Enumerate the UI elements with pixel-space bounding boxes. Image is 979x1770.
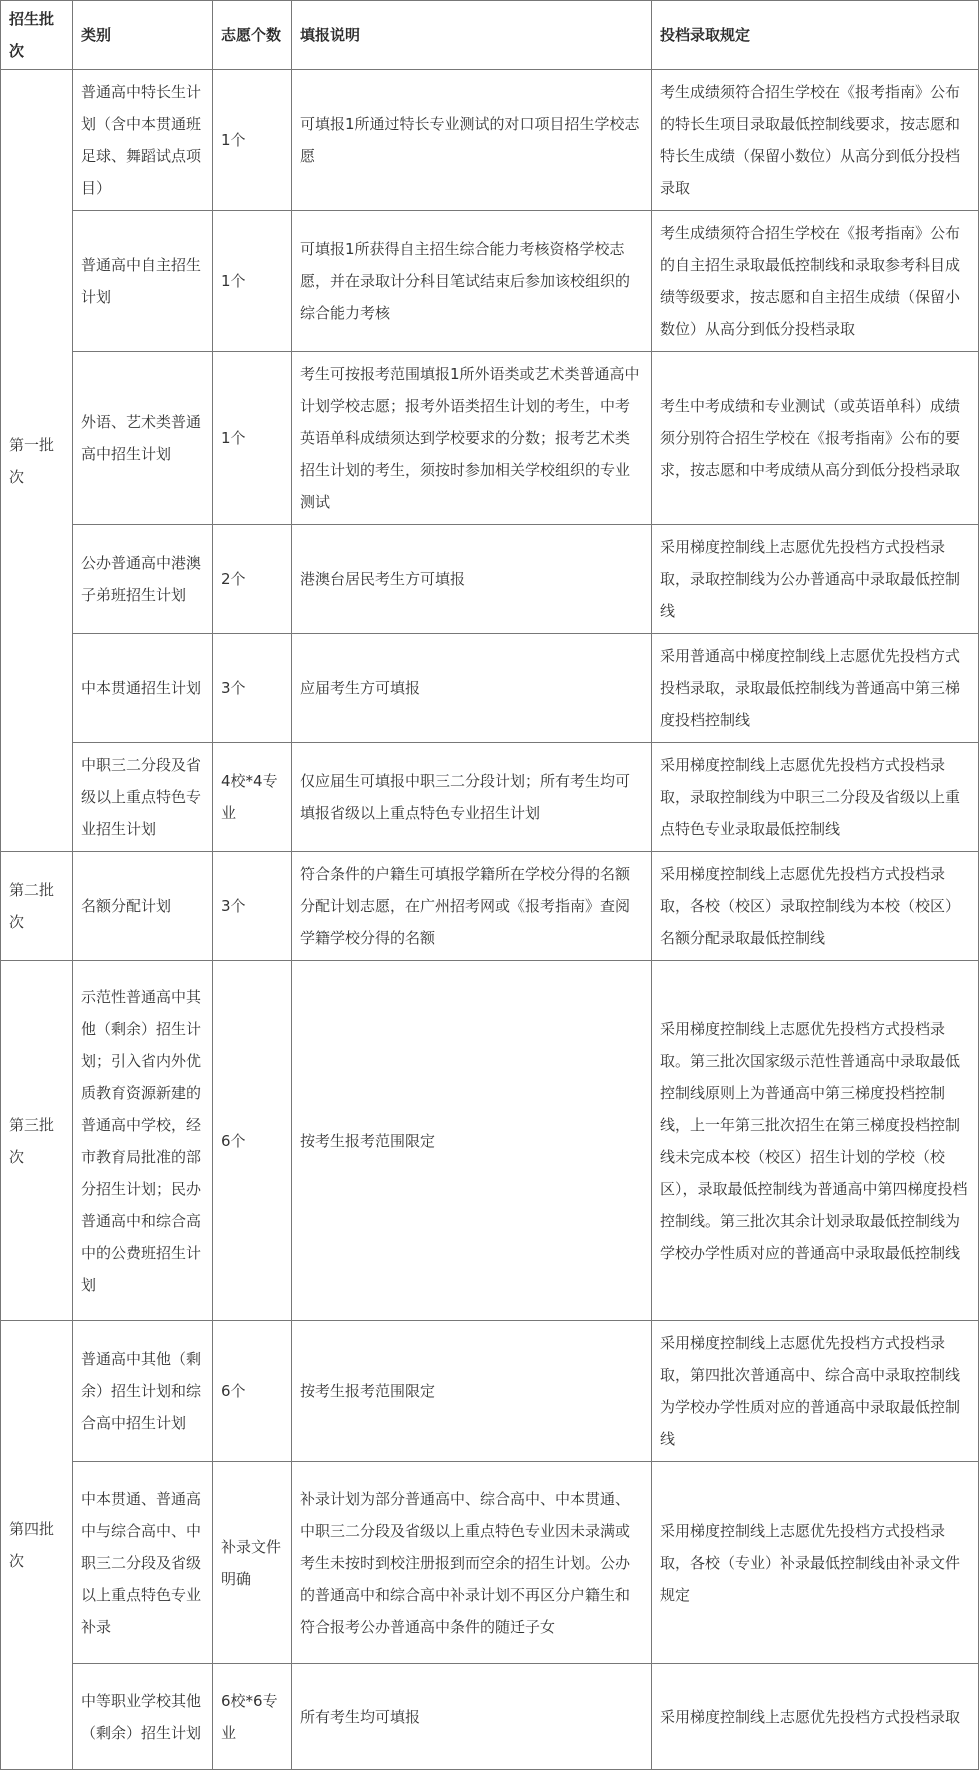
- table-row: [1, 1664, 979, 1770]
- table-row: [1, 525, 979, 634]
- table-row: [1, 211, 979, 352]
- filling-note-cell: 所有考生均可填报: [292, 1664, 652, 1770]
- batch-cell: 第一批次: [1, 70, 73, 852]
- admission-rule-cell: 采用梯度控制线上志愿优先投档方式投档录取: [652, 1664, 979, 1770]
- filling-note-cell: 应届考生方可填报: [292, 634, 652, 743]
- filling-note-cell: 补录计划为部分普通高中、综合高中、中本贯通、中职三二分段及省级以上重点特色专业因未录满或考生未按时到校注册报到而空余的招生计划。公办的普通高中和综合高中补录计划不再区分户籍生和符合报考公办普通高中条件的随迁子女: [292, 1462, 652, 1664]
- choice-count-cell: 6个: [213, 1321, 292, 1462]
- table-row: [1, 70, 979, 211]
- header-category: 类别: [73, 1, 213, 70]
- category-cell: 中本贯通、普通高中与综合高中、中职三二分段及省级以上重点特色专业补录: [73, 1462, 213, 1664]
- category-cell: 普通高中特长生计划（含中本贯通班足球、舞蹈试点项目）: [73, 70, 213, 211]
- choice-count-cell: 6个: [213, 961, 292, 1321]
- category-cell: 普通高中其他（剩余）招生计划和综合高中招生计划: [73, 1321, 213, 1462]
- batch-cell: 第四批次: [1, 1321, 73, 1770]
- admission-rule-cell: 采用梯度控制线上志愿优先投档方式投档录取，第四批次普通高中、综合高中录取控制线为学校办学性质对应的普通高中录取最低控制线: [652, 1321, 979, 1462]
- category-cell: 中职三二分段及省级以上重点特色专业招生计划: [73, 743, 213, 852]
- choice-count-cell: 4校*4专业: [213, 743, 292, 852]
- header-choice-count: 志愿个数: [213, 1, 292, 70]
- choice-count-cell: 6校*6专业: [213, 1664, 292, 1770]
- admission-rule-cell: 采用梯度控制线上志愿优先投档方式投档录取，录取控制线为中职三二分段及省级以上重点特色专业录取最低控制线: [652, 743, 979, 852]
- admission-rule-cell: 采用梯度控制线上志愿优先投档方式投档录取，各校（校区）录取控制线为本校（校区）名额分配录取最低控制线: [652, 852, 979, 961]
- choice-count-cell: 1个: [213, 352, 292, 525]
- category-cell: 示范性普通高中其他（剩余）招生计划；引入省内外优质教育资源新建的普通高中学校，经市教育局批准的部分招生计划；民办普通高中和综合高中的公费班招生计划: [73, 961, 213, 1321]
- table-row: [1, 1462, 979, 1664]
- header-row: [1, 1, 979, 70]
- table-row: [1, 352, 979, 525]
- filling-note-cell: 按考生报考范围限定: [292, 1321, 652, 1462]
- admission-rule-cell: 考生成绩须符合招生学校在《报考指南》公布的特长生项目录取最低控制线要求，按志愿和特长生成绩（保留小数位）从高分到低分投档录取: [652, 70, 979, 211]
- choice-count-cell: 1个: [213, 70, 292, 211]
- admission-rule-cell: 采用梯度控制线上志愿优先投档方式投档录取，各校（专业）补录最低控制线由补录文件规定: [652, 1462, 979, 1664]
- filling-note-cell: 符合条件的户籍生可填报学籍所在学校分得的名额分配计划志愿，在广州招考网或《报考指南》查阅学籍学校分得的名额: [292, 852, 652, 961]
- table-row: [1, 961, 979, 1321]
- table-row: [1, 1321, 979, 1462]
- category-cell: 中本贯通招生计划: [73, 634, 213, 743]
- header-filling-notes: 填报说明: [292, 1, 652, 70]
- batch-cell: 第二批次: [1, 852, 73, 961]
- category-cell: 名额分配计划: [73, 852, 213, 961]
- filling-note-cell: 考生可按报考范围填报1所外语类或艺术类普通高中计划学校志愿；报考外语类招生计划的考生，中考英语单科成绩须达到学校要求的分数；报考艺术类招生计划的考生，须按时参加相关学校组织的专业测试: [292, 352, 652, 525]
- filling-note-cell: 可填报1所通过特长专业测试的对口项目招生学校志愿: [292, 70, 652, 211]
- filling-note-cell: 可填报1所获得自主招生综合能力考核资格学校志愿，并在录取计分科目笔试结束后参加该校组织的综合能力考核: [292, 211, 652, 352]
- choice-count-cell: 3个: [213, 634, 292, 743]
- choice-count-cell: 1个: [213, 211, 292, 352]
- category-cell: 外语、艺术类普通高中招生计划: [73, 352, 213, 525]
- admission-rule-cell: 采用梯度控制线上志愿优先投档方式投档录取，录取控制线为公办普通高中录取最低控制线: [652, 525, 979, 634]
- choice-count-cell: 2个: [213, 525, 292, 634]
- category-cell: 公办普通高中港澳子弟班招生计划: [73, 525, 213, 634]
- table-row: [1, 634, 979, 743]
- filling-note-cell: 按考生报考范围限定: [292, 961, 652, 1321]
- filling-note-cell: 仅应届生可填报中职三二分段计划；所有考生均可填报省级以上重点特色专业招生计划: [292, 743, 652, 852]
- choice-count-cell: 补录文件明确: [213, 1462, 292, 1664]
- table-row: [1, 743, 979, 852]
- batch-cell: 第三批次: [1, 961, 73, 1321]
- admission-rule-cell: 考生中考成绩和专业测试（或英语单科）成绩须分别符合招生学校在《报考指南》公布的要求，按志愿和中考成绩从高分到低分投档录取: [652, 352, 979, 525]
- choice-count-cell: 3个: [213, 852, 292, 961]
- admission-rule-cell: 考生成绩须符合招生学校在《报考指南》公布的自主招生录取最低控制线和录取参考科目成绩等级要求，按志愿和自主招生成绩（保留小数位）从高分到低分投档录取: [652, 211, 979, 352]
- header-batch: 招生批次: [1, 1, 73, 70]
- category-cell: 普通高中自主招生计划: [73, 211, 213, 352]
- admission-rule-cell: 采用普通高中梯度控制线上志愿优先投档方式投档录取，录取最低控制线为普通高中第三梯度投档控制线: [652, 634, 979, 743]
- table-row: [1, 852, 979, 961]
- filling-note-cell: 港澳台居民考生方可填报: [292, 525, 652, 634]
- admission-rule-cell: 采用梯度控制线上志愿优先投档方式投档录取。第三批次国家级示范性普通高中录取最低控制线原则上为普通高中第三梯度投档控制线，上一年第三批次招生在第三梯度投档控制线未完成本校（校区）招生计划的学校（校区），录取最低控制线为普通高中第四梯度投档控制线。第三批次其余计划录取最低控制线为学校办学性质对应的普通高中录取最低控制线: [652, 961, 979, 1321]
- header-admission-rules: 投档录取规定: [652, 1, 979, 70]
- category-cell: 中等职业学校其他（剩余）招生计划: [73, 1664, 213, 1770]
